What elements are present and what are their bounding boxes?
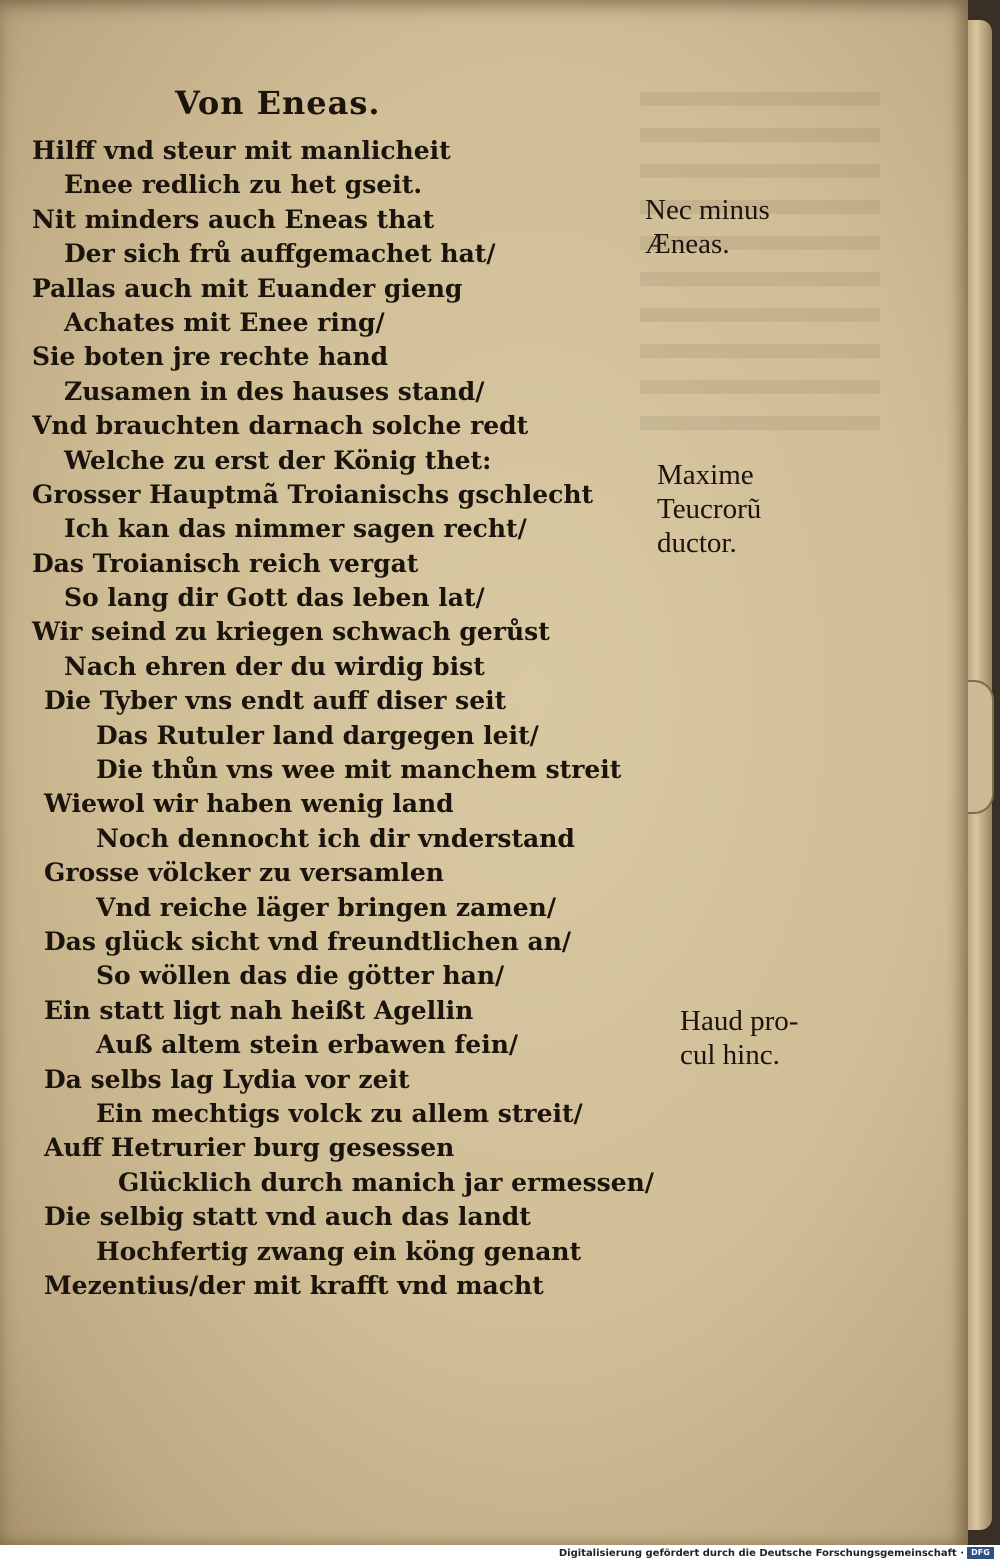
marginal-note	[645, 193, 770, 261]
digitization-credit: Digitalisierung gefördert durch die Deutsche Forschungsgemeinschaft ·	[558, 1548, 964, 1559]
verse-line: Das glück sicht vnd freundtlichen an/	[44, 926, 572, 956]
running-heading: Von Eneas.	[175, 84, 381, 122]
verse-line: Welche zu erst der König thet:	[64, 445, 492, 475]
marginal-note-line: Haud pro-	[680, 1005, 799, 1037]
verse-line: Pallas auch mit Euander gieng	[32, 273, 463, 303]
verse-line: Sie boten jre rechte hand	[32, 342, 389, 372]
verse-line: Hilff vnd steur mit manlicheit	[32, 136, 451, 165]
verse-line: Hochfertig zwang ein köng genant	[96, 1236, 582, 1266]
verse-line: Der sich frů auffgemachet hat/	[64, 239, 496, 269]
marginal-note	[680, 1004, 798, 1072]
verse-line: Auff Hetrurier burg gesessen	[44, 1133, 455, 1163]
verse-line: Grosser Hauptmã Troianischs gschlecht	[32, 479, 594, 509]
verse-line: Grosse völcker zu versamlen	[44, 858, 444, 888]
verse-line: Nach ehren der du wirdig bist	[64, 651, 485, 681]
verse-line: Wiewol wir haben wenig land	[44, 789, 454, 819]
verse-line: Ein mechtigs volck zu allem streit/	[96, 1098, 583, 1128]
verse-line: Da selbs lag Lydia vor zeit	[44, 1064, 410, 1094]
dfg-logo: DFG	[967, 1547, 994, 1559]
verse-line: Enee redlich zu het gseit.	[64, 170, 423, 200]
verse-line: Das Troianisch reich vergat	[32, 548, 419, 578]
verse-line: Vnd reiche läger bringen zamen/	[96, 892, 556, 922]
verse-line: Die selbig statt vnd auch das landt	[44, 1202, 531, 1232]
marginal-note-line: Teucrorũ	[657, 493, 762, 525]
marginal-note-line: cul hinc.	[680, 1039, 780, 1071]
marginal-note-line: Nec minus	[645, 194, 770, 226]
verse-line: Auß altem stein erbawen fein/	[96, 1030, 519, 1060]
verse-line: Ich kan das nimmer sagen recht/	[64, 514, 527, 544]
marginal-note-line: ductor.	[657, 527, 737, 559]
marginal-note-line: Maxime	[657, 459, 754, 491]
verse-line: Die Tyber vns endt auff diser seit	[44, 686, 507, 716]
marginal-note-line: Æneas.	[645, 228, 730, 260]
verse-line: Das Rutuler land dargegen leit/	[96, 720, 539, 750]
marginal-note	[657, 458, 761, 560]
verse-line: Glücklich durch manich jar ermessen/	[118, 1167, 654, 1197]
verse-line: Wir seind zu kriegen schwach gerůst	[32, 617, 550, 647]
verse-line: Noch dennocht ich dir vnderstand	[96, 823, 575, 853]
verse-line: So lang dir Gott das leben lat/	[64, 583, 485, 613]
verse-line: Mezentius/der mit krafft vnd macht	[44, 1270, 544, 1300]
verse-line: Nit minders auch Eneas that	[32, 204, 435, 234]
verse-line: Vnd brauchten darnach solche redt	[32, 411, 529, 441]
verse-text	[0, 134, 654, 1303]
verse-line: Ein statt ligt nah heißt Agellin	[44, 995, 474, 1025]
verse-line: Achates mit Enee ring/	[64, 307, 385, 337]
verse-line: So wöllen das die götter han/	[96, 961, 505, 991]
verse-line: Die thůn vns wee mit manchem streit	[96, 755, 622, 785]
verse-line: Zusamen in des hauses stand/	[64, 376, 485, 406]
